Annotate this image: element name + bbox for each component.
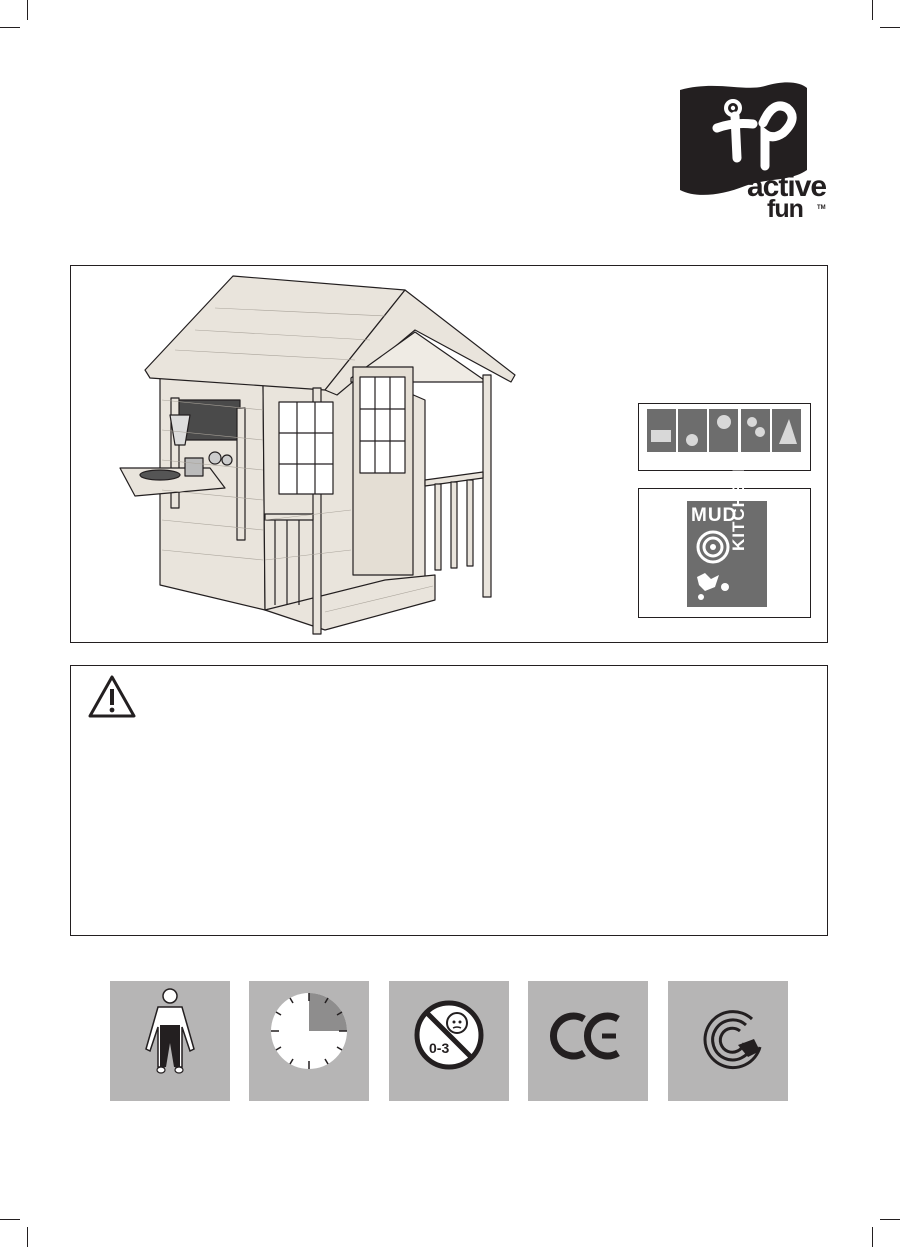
ce-mark-icon bbox=[528, 981, 648, 1101]
mud-kitchen-panel bbox=[638, 468, 811, 618]
playhouse-image bbox=[115, 270, 520, 640]
playhouse-illustration bbox=[115, 270, 520, 640]
warning-frame bbox=[70, 665, 828, 936]
crop-mark bbox=[0, 27, 20, 28]
warning-icon bbox=[87, 674, 137, 720]
crop-mark bbox=[27, 1227, 28, 1247]
mud-word: MUD bbox=[691, 505, 738, 526]
stencil-panel bbox=[638, 403, 811, 471]
brand-logo bbox=[675, 78, 835, 223]
brand-line-1: active bbox=[747, 170, 827, 203]
kitchen-word: KITCHEN bbox=[729, 468, 748, 551]
crop-mark bbox=[880, 27, 900, 28]
age-label: 0-3 bbox=[429, 1040, 450, 1056]
crop-mark bbox=[872, 1227, 873, 1247]
not-for-under-3-icon bbox=[389, 981, 509, 1101]
ukca-mark-icon bbox=[668, 981, 788, 1101]
brand-trademark: TM bbox=[817, 205, 826, 211]
assembly-time-icon bbox=[249, 981, 369, 1101]
stencils-image bbox=[639, 404, 809, 469]
brand-line-2: fun bbox=[767, 195, 803, 223]
adult-assembly-icon bbox=[110, 981, 230, 1101]
crop-mark bbox=[880, 1219, 900, 1220]
mud-kitchen-sign bbox=[687, 468, 767, 607]
crop-mark bbox=[27, 0, 28, 20]
crop-mark bbox=[0, 1219, 20, 1220]
crop-mark bbox=[872, 0, 873, 20]
splash-graphic bbox=[691, 529, 737, 605]
